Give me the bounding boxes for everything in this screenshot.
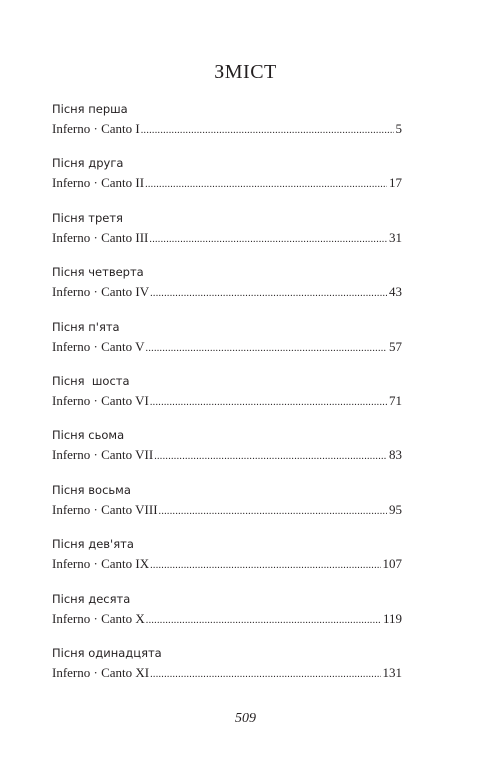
toc-entry-page-number: 57 xyxy=(389,338,402,354)
toc-entry-page-number: 43 xyxy=(389,284,402,300)
toc-entry-canto-title: Inferno · Canto I xyxy=(52,121,140,136)
toc-entry-line xyxy=(52,663,402,682)
toc-entry-page-number: 95 xyxy=(389,501,402,517)
toc-entry-ukrainian-title: Пісня четверта xyxy=(52,265,144,280)
toc-entry-canto-title: Inferno · Canto IV xyxy=(52,284,150,300)
toc-entry xyxy=(52,425,402,479)
toc-entry-page-number: 107 xyxy=(382,556,402,572)
toc-entry xyxy=(52,317,402,371)
toc-entry-ukrainian-title: Пісня друга xyxy=(52,156,124,171)
toc-entry xyxy=(52,643,402,697)
toc-entry xyxy=(52,99,402,153)
toc-entry-line xyxy=(52,119,402,138)
toc-entry-canto-title: Inferno · Canto III xyxy=(52,229,149,245)
toc-entry-line xyxy=(52,337,402,356)
dot-leader xyxy=(150,556,380,575)
dot-leader xyxy=(149,230,387,249)
toc-entry-canto-title: Inferno · Canto X xyxy=(52,610,145,626)
toc-entry xyxy=(52,208,402,262)
toc-entry-canto-title: Inferno · Canto IX xyxy=(52,556,150,572)
toc-entry-page-number: 131 xyxy=(382,664,402,680)
dot-leader xyxy=(146,611,381,630)
toc-entry-line xyxy=(52,282,402,301)
toc-entry-line xyxy=(52,391,402,410)
toc-entry xyxy=(52,262,402,316)
dot-leader xyxy=(159,502,387,521)
toc-entry-line xyxy=(52,445,402,464)
page-number: 509 xyxy=(235,711,256,726)
toc-entry-ukrainian-title: Пісня п'ята xyxy=(52,319,120,334)
dot-leader xyxy=(154,447,387,466)
toc-entry-line xyxy=(52,500,402,519)
toc-entry-canto-title: Inferno · Canto VII xyxy=(52,447,154,463)
dot-leader xyxy=(146,339,387,358)
dot-leader xyxy=(145,175,387,194)
toc-entry-ukrainian-title: Пісня восьма xyxy=(52,482,131,497)
toc-entry-line xyxy=(52,554,402,573)
toc-entry-page-number: 71 xyxy=(389,392,402,408)
toc-entry xyxy=(52,534,402,588)
toc-entry-ukrainian-title: Пісня третя xyxy=(52,210,123,225)
toc-entry-canto-title: Inferno · Canto XI xyxy=(52,664,150,680)
toc-entry-ukrainian-title: Пісня дев'ята xyxy=(52,537,134,552)
table-of-contents xyxy=(52,99,402,697)
toc-entry-ukrainian-title: Пісня шоста xyxy=(52,373,130,388)
dot-leader xyxy=(150,665,380,684)
toc-entry xyxy=(52,480,402,534)
toc-entry-canto-title: Inferno · Canto II xyxy=(52,175,145,191)
toc-entry xyxy=(52,153,402,207)
toc-entry xyxy=(52,589,402,643)
toc-entry-page-number: 5 xyxy=(395,121,402,136)
toc-entry-ukrainian-title: Пісня десята xyxy=(52,591,131,606)
toc-entry-line xyxy=(52,228,402,247)
dot-leader xyxy=(150,393,387,412)
toc-entry-page-number: 83 xyxy=(389,447,402,463)
toc-entry-line xyxy=(52,173,402,192)
toc-entry-page-number: 119 xyxy=(382,610,402,626)
dot-leader xyxy=(150,284,387,303)
toc-entry-canto-title: Inferno · Canto VI xyxy=(52,392,149,408)
toc-entry-page-number: 31 xyxy=(389,229,402,245)
toc-entry-ukrainian-title: Пісня одинадцята xyxy=(52,645,162,660)
toc-entry-ukrainian-title: Пісня сьома xyxy=(52,428,125,443)
dot-leader xyxy=(141,121,394,140)
toc-entry-line xyxy=(52,609,402,628)
toc-entry-ukrainian-title: Пісня перша xyxy=(52,102,128,116)
toc-entry-page-number: 17 xyxy=(389,175,402,191)
toc-entry xyxy=(52,371,402,425)
toc-entry-canto-title: Inferno · Canto V xyxy=(52,338,145,354)
toc-entry-canto-title: Inferno · Canto VIII xyxy=(52,501,158,517)
page-title: ЗМІСТ xyxy=(214,61,277,83)
